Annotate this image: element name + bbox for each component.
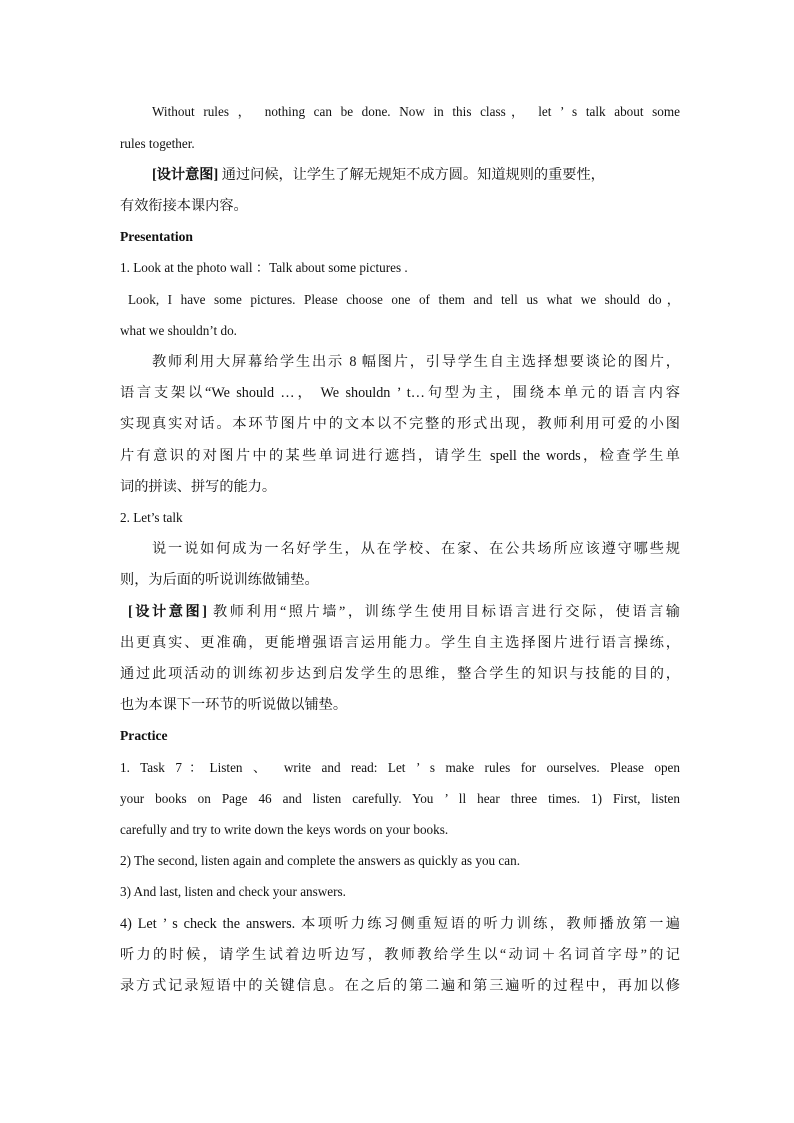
list-item: 3) And last, listen and check your answers.	[120, 884, 346, 899]
section-heading-presentation: Presentation	[120, 229, 193, 244]
list-item: 1. Look at the photo wall ：Talk about some pictures .	[120, 260, 408, 275]
paragraph-line: 实现真实对话。本环节图片中的文本以不完整的形式出现，教师利用可爱的小图	[120, 416, 680, 432]
paragraph-line: 教师利用大屏幕给学生出示 8 幅图片，引导学生自主选择想要谈论的图片，	[152, 354, 680, 370]
paragraph-line: Without rules ， nothing can be done. Now in this class， let ’ s talk about some	[152, 104, 680, 119]
paragraph-line: 说一说如何成为一名好学生，从在学校、在家、在公共场所应该遵守哪些规	[152, 541, 680, 557]
design-intent-label: [设计意图]	[152, 167, 219, 183]
list-item: 4) Let ’ s check the answers. 本项听力练习侧重短语的听力训练，教师播放第一遍	[120, 916, 680, 932]
design-intent-line	[128, 602, 680, 622]
section-heading-practice: Practice	[120, 728, 168, 743]
paragraph-line: 片有意识的对图片中的某些单词进行遮挡，请学生 spell the words，检查学生单	[120, 448, 680, 464]
paragraph-line: carefully and try to write down the keys words on your books.	[120, 822, 449, 837]
paragraph-line: Look, I have some pictures. Please choose one of them and tell us what we should do，	[128, 292, 680, 307]
paragraph-line: your books on Page 46 and listen carefully. You ’ ll hear three times. 1) First, listen	[120, 791, 680, 806]
paragraph-text: 教师利用“照片墙”，训练学生使用目标语言进行交际，使语言输	[206, 604, 680, 620]
paragraph-line: 听力的时候，请学生试着边听边写，教师教给学生以“动词＋名词首字母”的记	[120, 947, 680, 963]
design-intent-line	[152, 165, 680, 185]
paragraph-line: 则，为后面的听说训练做铺垫。	[120, 572, 319, 588]
paragraph-line: 语言支架以“We should …， We shouldn ’ t…句型为主，围绕本单元的语言内容	[120, 385, 680, 401]
list-item: 2. Let’s talk	[120, 510, 183, 525]
list-item: 1. Task 7：Listen 、 write and read: Let ’ s make rules for ourselves. Please open	[120, 760, 680, 775]
paragraph-line: 词的拼读、拼写的能力。	[120, 479, 277, 495]
paragraph-line: what we shouldn’t do.	[120, 323, 237, 338]
paragraph-line: rules together.	[120, 136, 195, 151]
list-item: 2) The second, listen again and complete the answers as quickly as you can.	[120, 853, 521, 868]
design-intent-label: [设计意图]	[128, 604, 207, 620]
paragraph-line: 有效衔接本课内容。	[120, 198, 248, 214]
paragraph-text: 通过问候，让学生了解无规矩不成方圆。知道规则的重要性，	[218, 167, 605, 183]
paragraph-line: 通过此项活动的训练初步达到启发学生的思维，整合学生的知识与技能的目的，	[120, 666, 680, 682]
paragraph-line: 也为本课下一环节的听说做以铺垫。	[120, 697, 348, 713]
paragraph-line: 出更真实、更准确，更能增强语言运用能力。学生自主选择图片进行语言操练，	[120, 635, 680, 651]
paragraph-line: 录方式记录短语中的关键信息。在之后的第二遍和第三遍听的过程中，再加以修	[120, 978, 680, 994]
